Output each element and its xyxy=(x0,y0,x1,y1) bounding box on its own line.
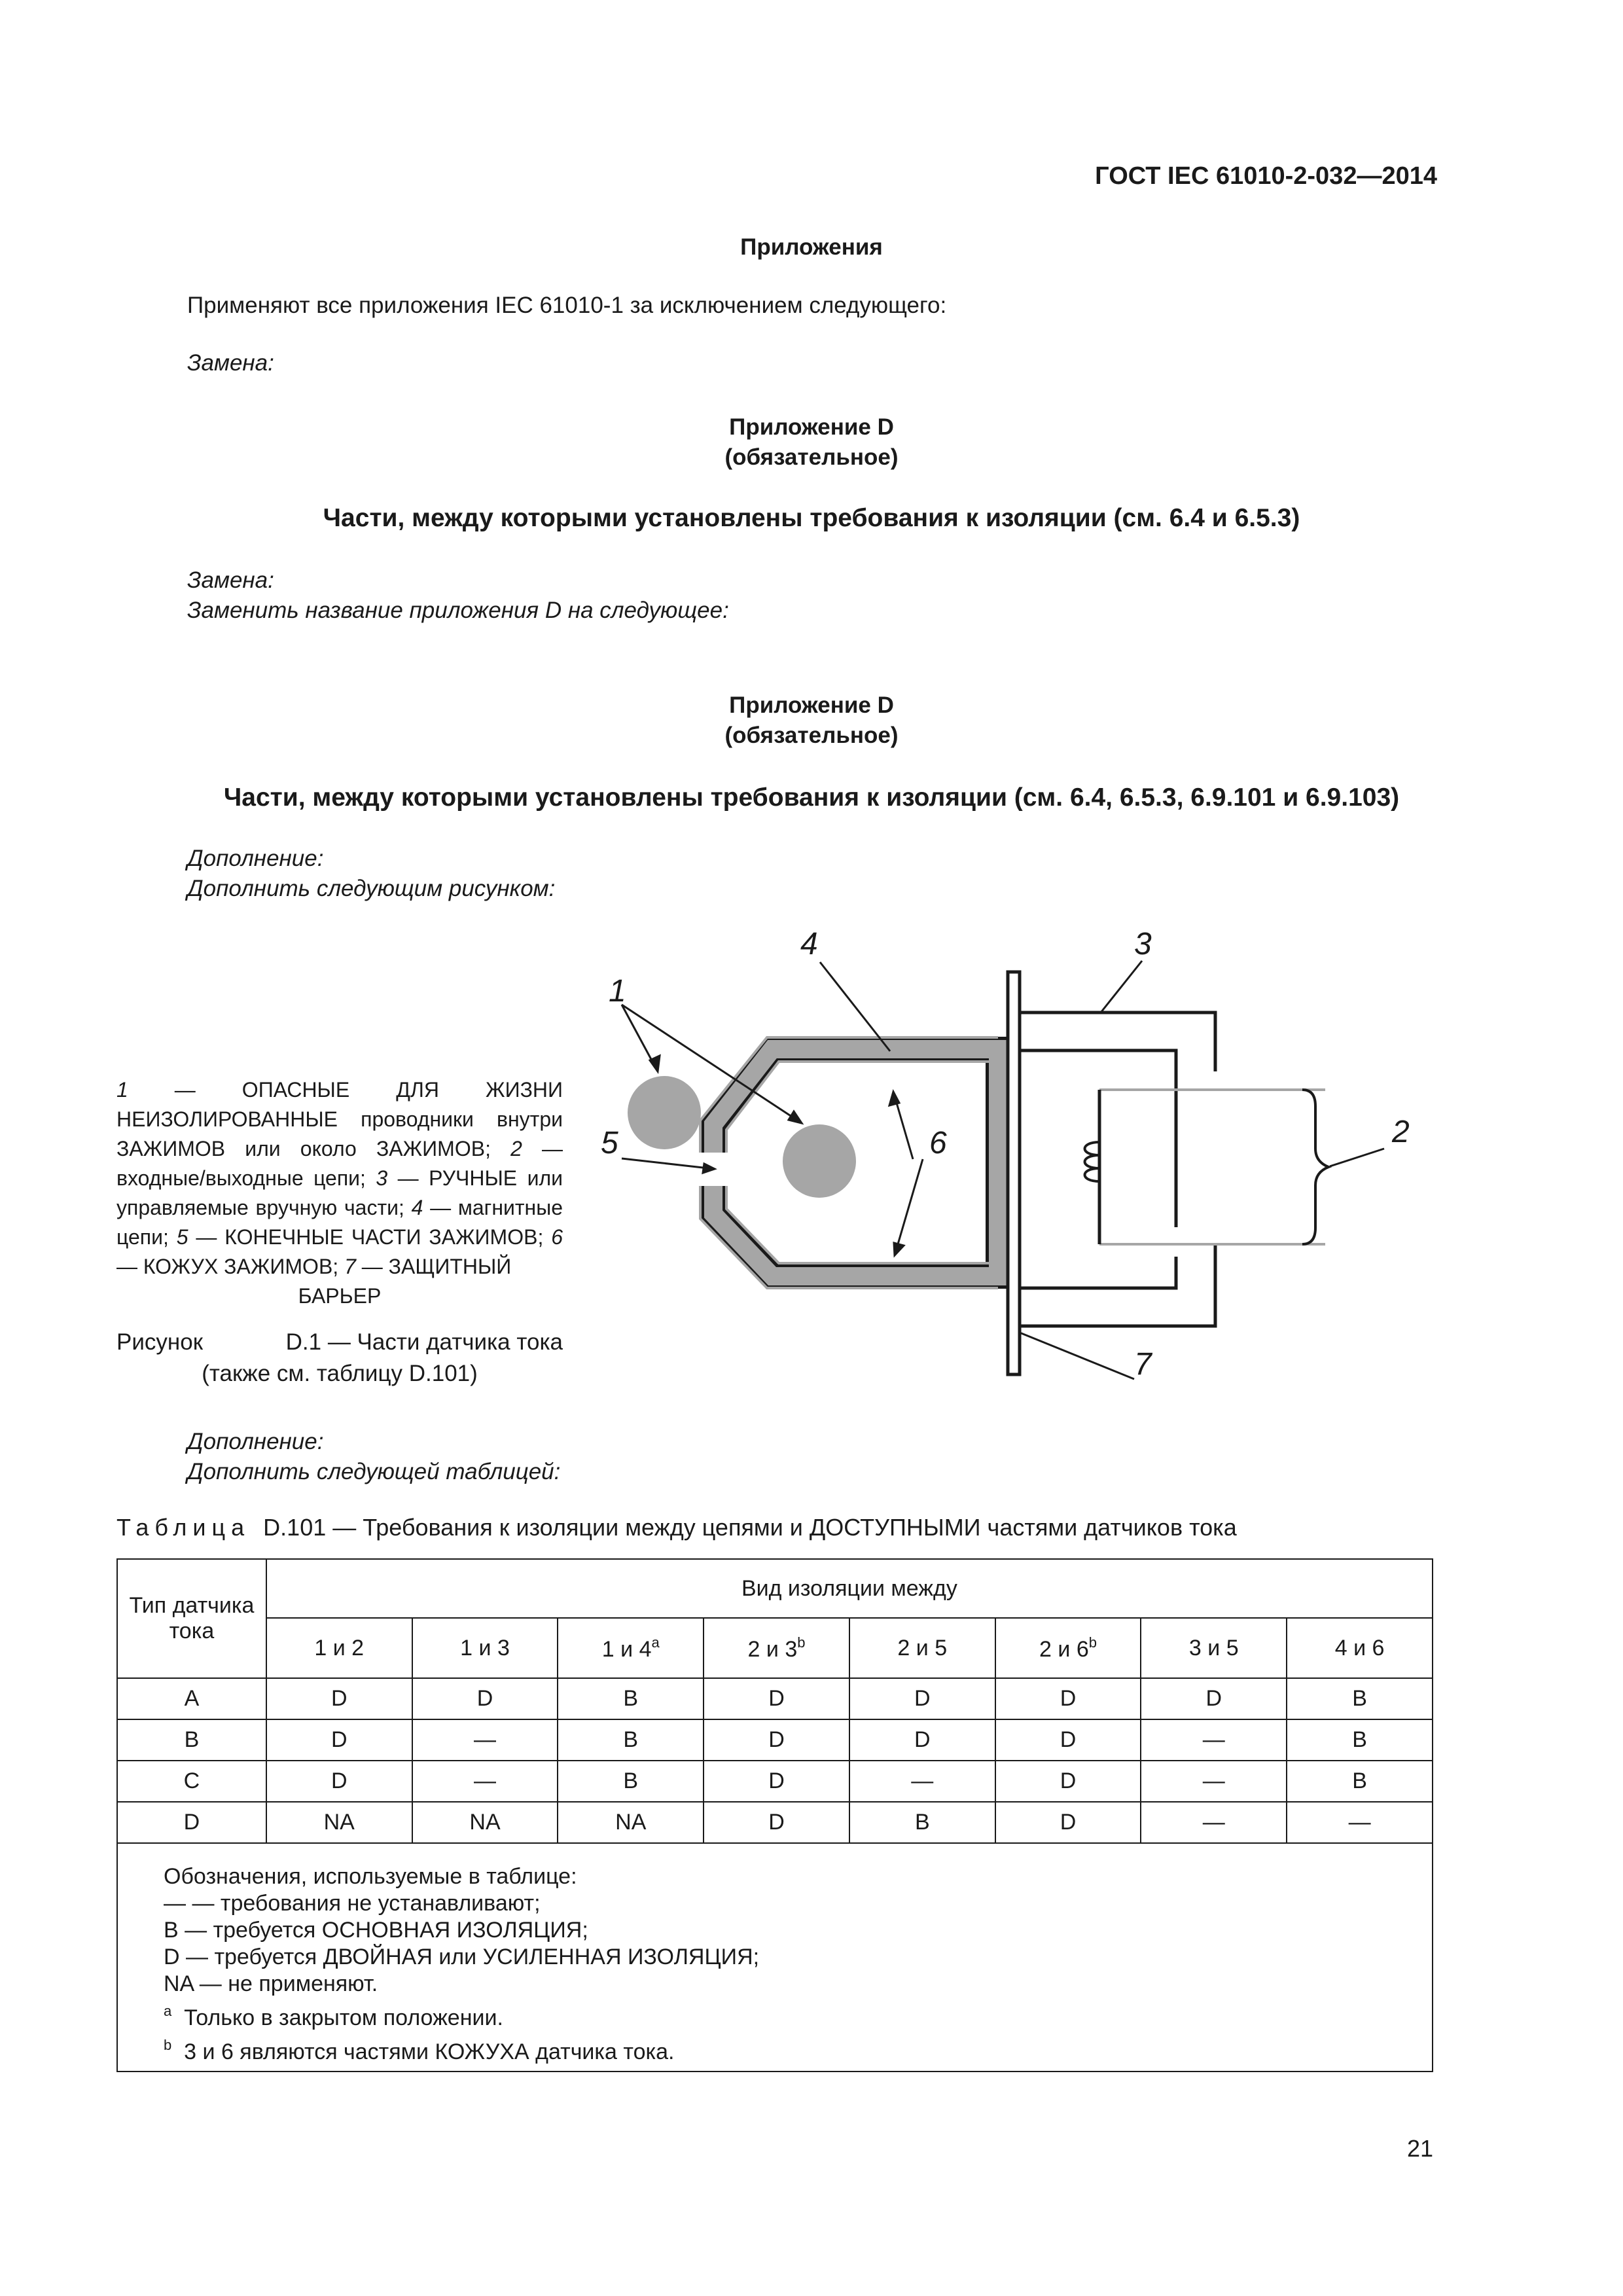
page-number: 21 xyxy=(1406,2135,1433,2162)
row-type: B xyxy=(117,1719,266,1761)
label-2: 2 xyxy=(1392,1115,1410,1149)
footnote-b: $^b$ 3 и 6 являются частями КОЖУХА датчика тока. xyxy=(164,2037,675,2064)
legend-text-5: — КОНЕЧНЫЕ ЧАСТИ ЗАЖИМОВ; xyxy=(188,1225,552,1249)
legend-num-5: 5 xyxy=(176,1225,188,1249)
label-6: 6 xyxy=(929,1126,947,1160)
note-line: — — требования не устанавливают; xyxy=(164,1891,541,1916)
io-circuit xyxy=(1085,1090,1329,1244)
legend-text-4: — магнитные цепи; xyxy=(116,1196,563,1249)
table-cell: D xyxy=(266,1761,412,1802)
table-cell: D xyxy=(704,1719,849,1761)
table-cell: D xyxy=(704,1761,849,1802)
table-cell: — xyxy=(1141,1761,1287,1802)
legend-text-3: — РУЧНЫЕ или управляемые вручную части; xyxy=(116,1166,563,1219)
column-header: 1 и 2 xyxy=(266,1618,412,1678)
section-title-2: Части, между которыми установлены требования к изоляции (см. 6.4, 6.5.3, 6.9.101 и 6.9.103) xyxy=(223,783,1400,812)
annexes-heading: Приложения xyxy=(740,234,883,260)
label-5: 5 xyxy=(601,1126,618,1160)
label-7: 7 xyxy=(1134,1347,1152,1382)
table-cell: B xyxy=(558,1678,704,1719)
addition-label-1: Дополнение: xyxy=(187,846,324,871)
annex-d-status-2: (обязательное) xyxy=(724,723,899,748)
addition-instruction-2: Дополнить следующей таблицей: xyxy=(187,1459,561,1484)
table-row xyxy=(117,1802,1433,1843)
table-title xyxy=(116,1514,1237,1541)
replace-label-1: Замена: xyxy=(187,350,274,376)
table-cell: B xyxy=(1287,1761,1433,1802)
table-cell: D xyxy=(704,1802,849,1843)
table-cell: D xyxy=(1141,1678,1287,1719)
label-3: 3 xyxy=(1134,927,1152,961)
protective-barrier xyxy=(1008,972,1020,1374)
legend-num-7: 7 xyxy=(344,1255,356,1278)
table-cell: D xyxy=(995,1678,1141,1719)
note-line: NA — не применяют. xyxy=(164,1971,378,1996)
table-cell: — xyxy=(1141,1719,1287,1761)
table-cell: D xyxy=(266,1678,412,1719)
table-cell: D xyxy=(849,1678,995,1719)
legend-text-6: — КОЖУХ ЗАЖИМОВ; xyxy=(116,1255,345,1278)
annex-d-title-1: Приложение D xyxy=(729,414,894,440)
note-line: B — требуется ОСНОВНАЯ ИЗОЛЯЦИЯ; xyxy=(164,1918,588,1943)
table-cell: NA xyxy=(266,1802,412,1843)
column-header: 1 и 3 xyxy=(412,1618,558,1678)
table-cell: B xyxy=(1287,1678,1433,1719)
requirements-table xyxy=(116,1558,1433,2072)
table-cell: B xyxy=(558,1761,704,1802)
table-row xyxy=(117,1678,1433,1719)
column-header: 2 и 5 xyxy=(849,1618,995,1678)
table-row xyxy=(117,1761,1433,1802)
legend-num-2: 2 xyxy=(510,1137,522,1160)
table-cell: D xyxy=(995,1761,1141,1802)
legend-text-7: — ЗАЩИТНЫЙ xyxy=(355,1255,512,1278)
legend-num-1: 1 xyxy=(116,1078,128,1102)
label-4: 4 xyxy=(800,927,818,961)
legend-num-4: 4 xyxy=(411,1196,423,1219)
replace-instruction: Заменить название приложения D на следующее: xyxy=(187,598,729,623)
table-cell: NA xyxy=(412,1802,558,1843)
intro-text: Применяют все приложения IEC 61010-1 за исключением следующего: xyxy=(187,293,947,318)
caption-reference: (также см. таблицу D.101) xyxy=(202,1361,478,1386)
table-title-text: D.101 — Требования к изоляции между цепями и ДОСТУПНЫМИ частями датчиков тока xyxy=(263,1514,1237,1541)
column-header: 2 и 3$^b$ xyxy=(704,1618,849,1678)
legend-num-3: 3 xyxy=(376,1166,388,1190)
legend-text-2: — входные/выходные цепи; xyxy=(116,1137,563,1190)
row-type: C xyxy=(117,1761,266,1802)
conductor-outside xyxy=(628,1076,701,1149)
table-cell: D xyxy=(266,1719,412,1761)
table-cell: B xyxy=(558,1719,704,1761)
table-notes xyxy=(117,1843,1433,2072)
table-cell: — xyxy=(412,1719,558,1761)
table-cell: D xyxy=(412,1678,558,1719)
legend-num-6: 6 xyxy=(551,1225,563,1249)
annex-d-title-2: Приложение D xyxy=(729,692,894,718)
caption-number: D.1 — Части датчика тока xyxy=(285,1329,563,1355)
table-cell: B xyxy=(1287,1719,1433,1761)
table-title-word: Таблица xyxy=(116,1514,251,1541)
replace-label-2: Замена: xyxy=(187,567,274,593)
table-cell: B xyxy=(849,1802,995,1843)
section-title-1: Части, между которыми установлены требования к изоляции (см. 6.4 и 6.5.3) xyxy=(323,504,1300,532)
table-cell: — xyxy=(412,1761,558,1802)
table-row xyxy=(117,1719,1433,1761)
table-cell: D xyxy=(704,1678,849,1719)
table-cell: D xyxy=(995,1802,1141,1843)
row-type: D xyxy=(117,1802,266,1843)
table-cell: — xyxy=(1141,1802,1287,1843)
table-cell: D xyxy=(849,1719,995,1761)
group-header: Вид изоляции между xyxy=(266,1559,1433,1618)
legend-text-1: — ОПАСНЫЕ ДЛЯ ЖИЗНИ НЕИЗОЛИРОВАННЫЕ проводники внутри ЗАЖИМОВ или около ЗАЖИМОВ; xyxy=(116,1078,563,1160)
table-cell: — xyxy=(849,1761,995,1802)
column-headers-row xyxy=(117,1618,1433,1678)
table-cell: D xyxy=(995,1719,1141,1761)
column-header: 2 и 6$^b$ xyxy=(995,1618,1141,1678)
note-line: Обозначения, используемые в таблице: xyxy=(164,1864,577,1889)
conductor-inside xyxy=(783,1124,856,1198)
note-line: D — требуется ДВОЙНАЯ или УСИЛЕННАЯ ИЗОЛЯЦИЯ; xyxy=(164,1945,760,1969)
table-cell: NA xyxy=(558,1802,704,1843)
legend-text-last: БАРЬЕР xyxy=(298,1284,382,1308)
caption-prefix: Рисунок xyxy=(116,1329,204,1355)
document-id: ГОСТ IEC 61010-2-032—2014 xyxy=(1095,162,1437,190)
addition-label-2: Дополнение: xyxy=(187,1429,324,1454)
row-type: A xyxy=(117,1678,266,1719)
handheld-part xyxy=(1020,1013,1215,1326)
table-cell: — xyxy=(1287,1802,1433,1843)
col-header-type: Тип датчика тока xyxy=(117,1559,266,1678)
annex-d-status-1: (обязательное) xyxy=(724,444,899,470)
column-header: 3 и 5 xyxy=(1141,1618,1287,1678)
column-header: 1 и 4$^a$ xyxy=(558,1618,704,1678)
column-header: 4 и 6 xyxy=(1287,1618,1433,1678)
addition-instruction-1: Дополнить следующим рисунком: xyxy=(187,876,556,901)
label-1: 1 xyxy=(609,974,626,1009)
footnote-a: $^a$ Только в закрытом положении. xyxy=(164,2003,503,2030)
